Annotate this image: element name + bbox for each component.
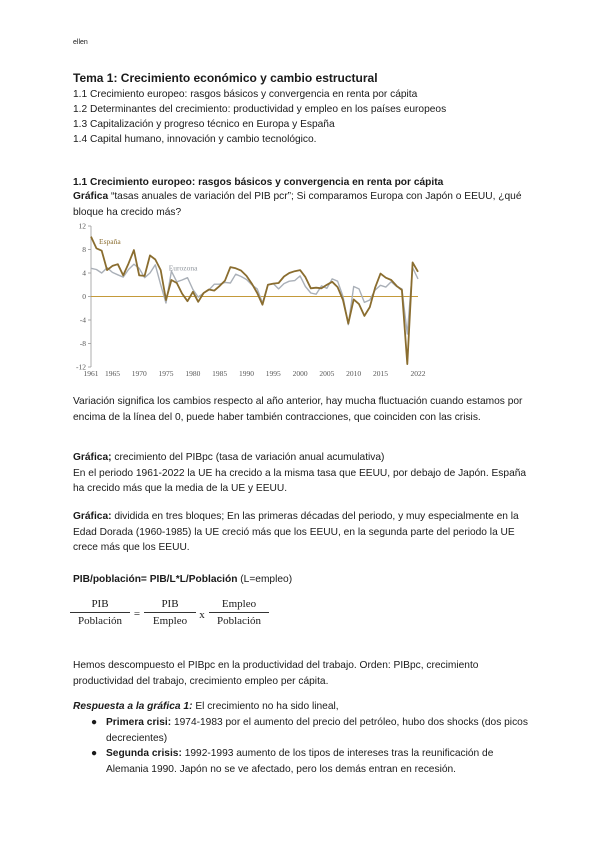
topic-item: 1.3 Capitalización y progreso técnico en Europa y España <box>73 119 335 130</box>
list-item <box>73 746 533 777</box>
f3-denominator: Población <box>217 615 261 627</box>
bullet-icon: ● <box>91 717 98 728</box>
y-tick-label: -12 <box>76 362 86 372</box>
x-tick-label: 1970 <box>131 369 147 378</box>
fraction-pib-empleo <box>144 598 196 627</box>
bullet-label: Primera crisi: <box>106 717 172 728</box>
page-header: ellen <box>73 39 88 46</box>
formula-heading <box>73 572 535 588</box>
y-tick-label: -4 <box>79 315 86 325</box>
formula-image <box>70 598 290 640</box>
y-tick-label: 12 <box>78 221 86 231</box>
series-label-eurozona: Eurozona <box>168 263 198 273</box>
grafica-2-more: En el periodo 1961-2022 la UE ha crecido a la misma tasa que EEUU, por debajo de Japón. España ha crecido más que la media de la UE y EEUU. <box>73 467 527 494</box>
f1-denominator: Población <box>78 615 122 627</box>
formula-note: (L=empleo) <box>237 574 293 585</box>
crisis-list <box>73 715 533 777</box>
y-tick-label: 4 <box>82 268 86 278</box>
answer-label: Respuesta a la gráfica 1: <box>73 701 193 712</box>
f1-numerator: PIB <box>91 598 109 610</box>
bullet-text: 1992-1993 aumento de los tipos de intereses tras la reunificación de Alemania 1990. Japón no se ve afectado, pero los demás entran en recesión. <box>106 748 494 775</box>
grafica-2-label: Gráfica; <box>73 452 112 463</box>
fraction-pib-poblacion <box>70 598 130 627</box>
x-tick-label: 1980 <box>185 369 201 378</box>
x-tick-label: 1975 <box>158 369 174 378</box>
paragraph-variation: Variación significa los cambios respecto al año anterior, hay mucha fluctuación cuando estamos por encima de la línea del 0, puede haber también contracciones, que coinciden con las crisis. <box>73 396 523 423</box>
answer-line <box>73 699 535 715</box>
bullet-icon: ● <box>91 748 98 759</box>
growth-line-chart <box>73 218 433 388</box>
x-tick-label: 2022 <box>410 369 426 378</box>
equals-sign: = <box>133 608 141 620</box>
answer-text: El crecimiento no ha sido lineal, <box>192 701 339 712</box>
list-item <box>73 715 533 746</box>
y-tick-label: -8 <box>79 339 86 348</box>
topic-title: Tema 1: Crecimiento económico y cambio estructural <box>73 71 378 85</box>
x-tick-label: 2005 <box>319 369 335 378</box>
y-tick-label: 0 <box>82 292 86 301</box>
f2-numerator: PIB <box>161 598 179 610</box>
x-tick-label: 2000 <box>292 369 308 378</box>
x-tick-label: 1995 <box>265 369 281 378</box>
grafica-text: “tasas anuales de variación del PIB pcr”; Si comparamos Europa con Japón o EEUU, ¿qué bloque ha crecido más? <box>73 191 522 218</box>
x-tick-label: 1990 <box>238 369 254 378</box>
grafica-3-text: dividida en tres bloques; En las primeras décadas del periodo, y muy especialmente en la Edad Dorada (1960-1985) la UE creció más que los EEUU, en la segunda parte del periodo la UE crece más que los EEUU. <box>73 511 519 553</box>
f2-denominator: Empleo <box>152 615 188 627</box>
paragraph-grafica-2 <box>73 450 535 497</box>
grafica-intro <box>73 189 535 220</box>
bullet-label: Segunda crisis: <box>106 748 182 759</box>
topic-item: 1.2 Determinantes del crecimiento: productividad y empleo en los países europeos <box>73 104 447 115</box>
grafica-label: Gráfica <box>73 191 109 202</box>
x-tick-label: 1985 <box>212 369 228 378</box>
f3-numerator: Empleo <box>221 598 257 610</box>
grafica-3-label: Gráfica: <box>73 511 112 522</box>
x-tick-label: 1961 <box>83 369 99 378</box>
grafica-2-text: crecimiento del PIBpc (tasa de variación anual acumulativa) <box>111 452 385 463</box>
fraction-empleo-poblacion <box>209 598 269 627</box>
topic-item: 1.1 Crecimiento europeo: rasgos básicos y convergencia en renta por cápita <box>73 89 418 100</box>
x-tick-label: 2010 <box>346 369 362 378</box>
section-title: 1.1 Crecimiento europeo: rasgos básicos y convergencia en renta por cápita <box>73 177 444 188</box>
x-tick-label: 1965 <box>104 369 120 378</box>
series-label-espana: España <box>99 237 121 247</box>
times-sign: x <box>199 609 205 621</box>
paragraph-grafica-3 <box>73 509 535 556</box>
x-tick-label: 2015 <box>372 369 388 378</box>
formula-heading-bold: PIB/población= PIB/L*L/Población <box>73 574 238 585</box>
paragraph-decomposition: Hemos descompuesto el PIBpc en la productividad del trabajo. Orden: PIBpc, crecimiento productividad del trabajo, crecimiento empleo per cápita. <box>73 660 479 687</box>
topic-item: 1.4 Capital humano, innovación y cambio tecnológico. <box>73 134 317 145</box>
bullet-text: 1974-1983 por el aumento del precio del petróleo, hubo dos shocks (dos picos decrecientes) <box>106 717 528 744</box>
y-tick-label: 8 <box>82 245 86 254</box>
